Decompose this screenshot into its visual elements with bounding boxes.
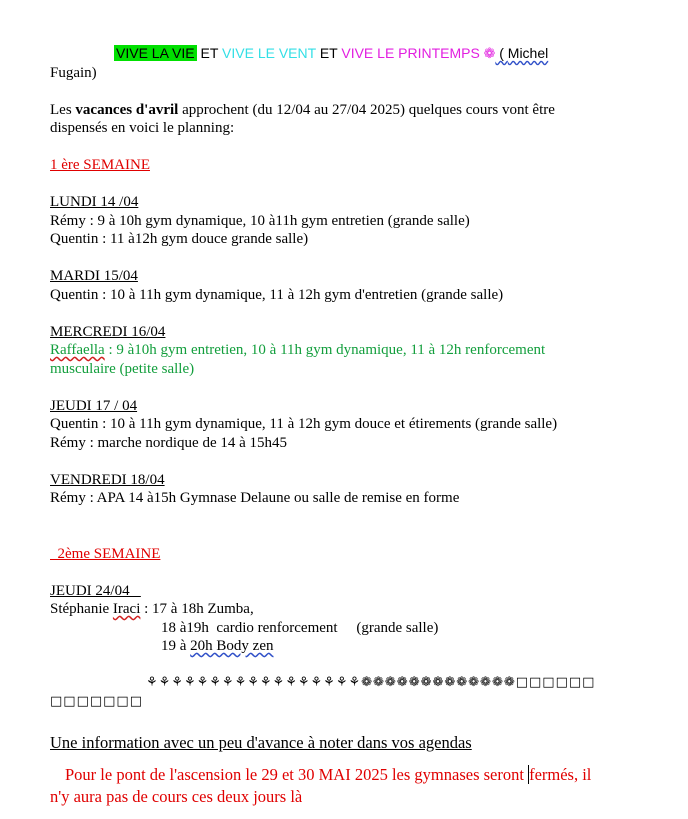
intro-bold: vacances d'avril [75,101,179,118]
intro-line-2: dispensés en voici le planning: [50,120,235,136]
week2-line-1 [50,600,650,619]
title-vive-le-vent: VIVE LE VENT [222,45,316,61]
thursday-line-1: Quentin : 10 à 11h gym dynamique, 11 à 12h gym douce et étirements (grande salle) [50,416,558,432]
title-author-open: ( [495,45,508,61]
week2-person-first: Stéphanie [50,601,113,617]
monday-line-2: Quentin : 11 à12h gym douce grande salle) [50,231,309,247]
wednesday-line-2: musculaire (petite salle) [50,360,195,377]
week1-heading: 1 ère SEMAINE [50,157,150,173]
title-et-1: ET [196,45,223,61]
intro-line-1 [50,101,650,120]
info-heading: Une information avec un peu d'avance à noter dans vos agendas [50,732,472,752]
document-body [50,44,650,808]
week2-line-3 [50,637,650,656]
wednesday-text: : 9 à10h gym entretien, 10 à 11h gym dynamique, 11 à 12h renforcement [104,342,546,358]
pont-line-2: n'y aura pas de cours ces deux jours là [50,787,303,806]
day-monday: LUNDI 14 /04 [50,194,139,210]
week2-heading: 2ème SEMAINE [50,545,161,562]
friday-line-1: Rémy : APA 14 à15h Gymnase Delaune ou salle de remise en forme [50,490,460,506]
day-thursday: JEUDI 17 / 04 [50,397,138,414]
pont-line-1-a: Pour le pont de l'ascension le 29 et 30 MAI 2025 les gymnases seront [65,765,529,784]
box-glyphs-2: □□□□□□□ [50,693,143,709]
title-line [50,44,650,64]
intro-text-1: Les [50,101,76,118]
week2-line-3-a: 19 à [161,638,191,654]
intro-text-2: approchent (du 12/04 au 27/04 2025) quelques cours vont être [178,101,555,118]
title-et-2: ET [315,45,342,61]
day-tuesday: MARDI 15/04 [50,268,138,284]
week2-line-2: 18 à19h cardio renforcement (grande salle) [161,619,439,636]
monday-line-1: Rémy : 9 à 10h gym dynamique, 10 à11h gym entretien (grande salle) [50,212,470,229]
pont-line-1-b: fermés, il [529,765,592,784]
week2-line-3-b: 20h Body zen [190,638,274,654]
tuesday-line-1: Quentin : 10 à 11h gym dynamique, 11 à 12h gym d'entretien (grande salle) [50,286,504,303]
flower-row-icon: ⚘⚘⚘⚘⚘⚘⚘⚘⚘⚘⚘⚘⚘⚘⚘⚘⚘❁❁❁❁❁❁❁❁❁❁❁❁❁ [146,675,516,690]
week2-line-1-text: : 17 à 18h Zumba, [140,601,254,617]
day-friday: VENDREDI 18/04 [50,471,165,488]
title-vive-le-printemps: VIVE LE PRINTEMPS [341,45,480,61]
decor-row [50,674,650,693]
wednesday-person: Raffaella [50,342,105,358]
week2-person-last: Iraci [112,601,141,617]
wednesday-line-1 [50,341,650,360]
title-author-first: Michel [507,45,549,61]
title-vive-la-vie: VIVE LA VIE [116,45,195,61]
pont-line-1 [50,764,650,786]
title-author-last: Fugain) [50,64,97,81]
box-glyphs-1: □□□□□□ [515,675,596,690]
day-wednesday: MERCREDI 16/04 [50,323,166,340]
day-thursday-24: JEUDI 24/04 [50,582,141,599]
flower-icon: ❁ [483,45,496,61]
thursday-line-2: Rémy : marche nordique de 14 à 15h45 [50,434,288,451]
